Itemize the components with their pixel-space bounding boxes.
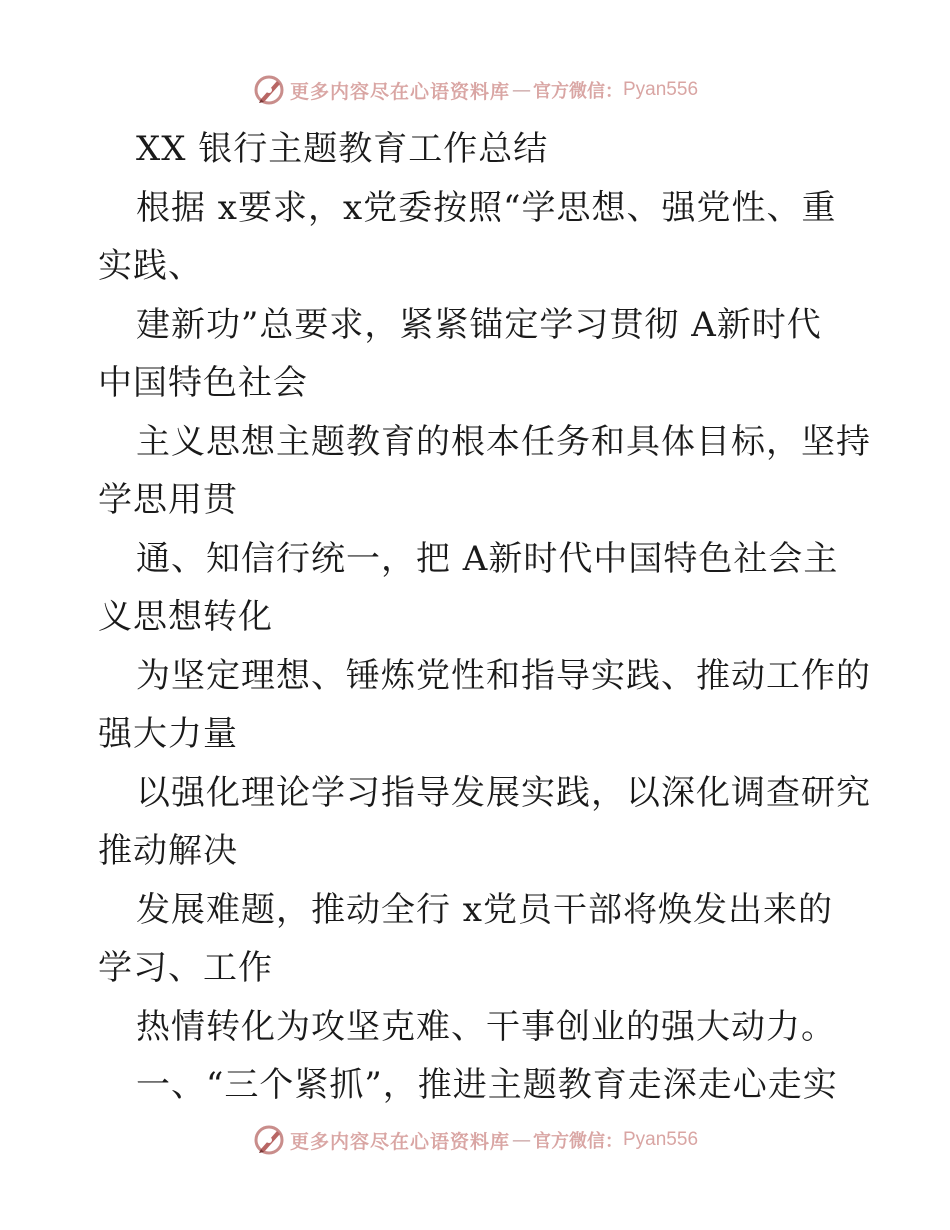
paragraph-line: 以强化理论学习指导发展实践，以深化调查研究 (136, 772, 871, 813)
paragraph-line: 热情转化为攻坚克难、干事创业的强大动力。 (136, 1006, 836, 1047)
watermark-separator: — (512, 1129, 531, 1151)
watermark-banner-top (0, 70, 950, 110)
paragraph-line: 实践、 (98, 246, 203, 286)
paragraph-line: 推动解决 (98, 831, 238, 871)
paragraph-line: 主义思想主题教育的根本任务和具体目标，坚持 (136, 421, 871, 462)
watermark-main-text: 更多内容尽在心语资料库 (289, 80, 510, 103)
watermark-sub-text: 官方微信： (533, 81, 623, 102)
section-heading: 一、“三个紧抓”，推进主题教育走深走心走实 (136, 1065, 838, 1105)
document-title: XX 银行主题教育工作总结 (136, 129, 549, 169)
watermark-main-text: 更多内容尽在心语资料库 (289, 1130, 510, 1153)
paragraph-line: 学思用贯 (98, 480, 238, 520)
paragraph-line: 根据 x要求，x党委按照“学思想、强党性、重 (136, 187, 837, 228)
watermark-id: Pyan556 (623, 1129, 699, 1150)
pen-seal-icon (252, 1123, 286, 1157)
watermark-sub-text: 官方微信： (533, 1131, 623, 1152)
paragraph-line: 强大力量 (98, 714, 238, 754)
paragraph-line: 义思想转化 (98, 597, 273, 637)
paragraph-line: 通、知信行统一，把 A新时代中国特色社会主 (136, 538, 839, 579)
watermark-banner-bottom (0, 1120, 950, 1160)
paragraph-line: 学习、工作 (98, 948, 273, 988)
watermark-separator: — (512, 79, 531, 101)
paragraph-line: 建新功”总要求，紧紧锚定学习贯彻 A新时代 (136, 304, 822, 345)
paragraph-line: 发展难题，推动全行 x党员干部将焕发出来的 (136, 889, 833, 930)
pen-seal-icon (252, 73, 286, 107)
paragraph-line: 中国特色社会 (98, 363, 308, 403)
document-body (98, 120, 871, 1115)
watermark-id: Pyan556 (623, 79, 699, 100)
paragraph-line: 为坚定理想、锤炼党性和指导实践、推动工作的 (136, 655, 871, 696)
